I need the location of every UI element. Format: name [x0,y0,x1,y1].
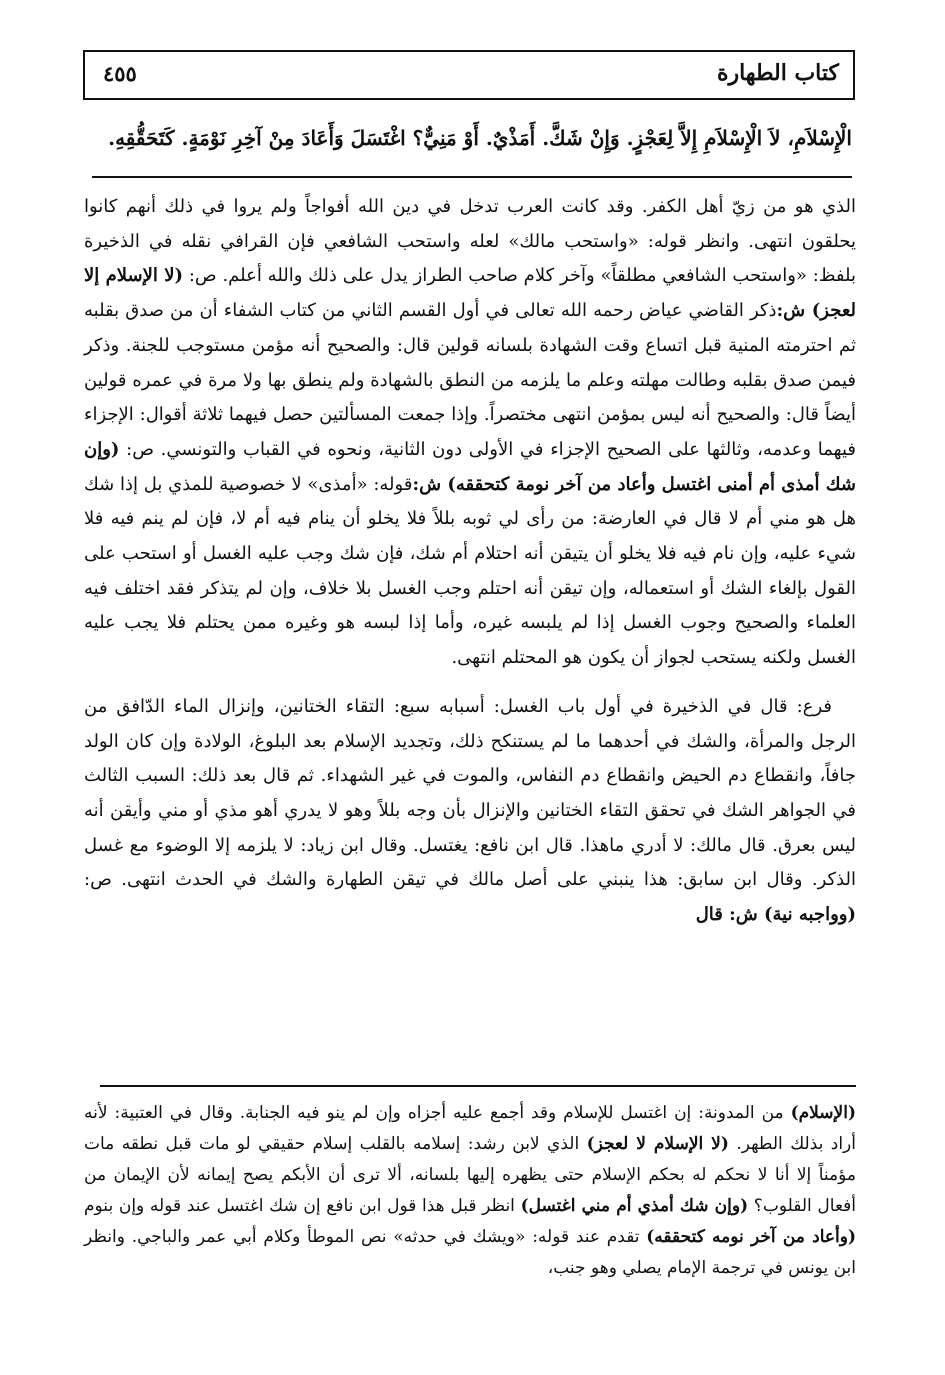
quoted-matn: (وواجبه نية) ش: قال [695,904,856,926]
running-header [83,50,855,100]
quoted-matn: (وأعاد من آخر نومه كتحققه) [646,1227,856,1247]
main-matn-text: الْإِسْلاَمِ، لاَ الْإِسْلاَمِ إِلاَّ لِعَجْزٍ. وَإِنْ شَكَّ. أَمَذْيٌ. أَوْ مَنِيٌّ؟ اغْتَسَلَ وَأَعَادَ مِنْ آخِرِ نَوْمَةٍ. كَتَحَقُّقِهِ. [108,126,852,150]
quoted-matn: (الإسلام) [790,1103,856,1123]
chapter-title: كتاب الطهارة [716,60,839,86]
footnotes-text: (الإسلام) من المدونة: إن اغتسل للإسلام وقد أجمع عليه أجزاه وإن لم ينو فيه الجنابة. وقال في العتبية: لأنه أراد بذلك الطهر. (لا الإسلام لا لعجز) الذي لابن رشد: إسلامه بالقلب إسلام حقيقي لو مات قبل نطقه مات مؤمناً إلا أنا لا نحكم له بحكم الإسلام حتى يظهره إليها بلسانه، ألا ترى أن الأبكم يصح إيمانه لأن الإيمان من أفعال القلوب؟ (وإن شك أمذي أم مني اغتسل) انظر قبل هذا قول ابن نافع إن شك اغتسل عند قوله وإن بنوم (وأعاد من آخر نومه كتحققه) تقدم عند قوله: «ويشك في حدثه» نص الموطأ وكلام أبي عمر والباجي. وانظر ابن يونس في ترجمة الإمام يصلي وهو جنب، [84,1103,856,1278]
quoted-matn: (وإن شك أمذى أم أمنى اغتسل وأعاد من آخر نومة كتحققه) ش: [84,438,856,495]
commentary-paragraph: فرع: قال في الذخيرة في أول باب الغسل: أسبابه سبع: التقاء الختانين، وإنزال الماء الدّافق من الرجل والمرأة، والشك في أحدهما ما لم يستنكح ذلك، وتجديد الإسلام بعد البلوغ، الولادة وإن كان الولد جافاً، وانقطاع دم الحيض وانقطاع دم النفاس، والموت في غير الشهداء. ثم قال بعد ذلك: السبب الثالث في الجواهر الشك في تحقق التقاء الختانين والإنزال بأن وجه بللاً وهو لا يدري أهو مذي أو مني وأيقن أنه ليس بعرق. قال مالك: لا أدري ماهذا. قال ابن نافع: يغتسل. وقال ابن زياد: لا يلزمه إلا الوضوء مع غسل الذكر. وقال ابن سابق: هذا ينبني على أصل مالك في تيقن الطهارة والشك في الحدث انتهى. ص: (وواجبه نية) ش: قال [84,695,856,926]
quoted-matn: (لا الإسلام إلا لعجز) ش: [84,265,856,322]
footnote-separator [100,1085,856,1087]
page-number: ٤٥٥ [103,61,137,86]
commentary-paragraph: الذي هو من زيّ أهل الكفر. وقد كانت العرب تدخل في دين الله أفواجاً ولم يروا في ذلك أنهم كانوا يحلقون انتهى. وانظر قوله: «واستحب مالك» لعله واستحب الشافعي فإن القرافي نقله في الذخيرة بلفظ: «واستحب الشافعي مطلقاً» وآخر كلام صاحب الطراز يدل على ذلك والله أعلم. ص: (لا الإسلام إلا لعجز) ش:ذكر القاضي عياض رحمه الله تعالى في أول القسم الثاني من كتاب الشفاء أن من صدق بقلبه ثم احترمته المنية قبل اتساع وقت الشهادة بلسانه قولين قال: والصحيح أنه مؤمن مستوجب للجنة. وذكر فيمن صدق بقلبه وطالت مهلته وعلم ما يلزمه من النطق بالشهادة ولم ينطق بها ولا مرة في عمره قولين أيضاً قال: والصحيح أنه ليس بمؤمن انتهى مختصراً. وإذا جمعت المسألتين حصل فيهما ثلاثة أقوال: الإجزاء فيهما وعدمه، وثالثها على الصحيح الإجزاء في الأولى دون الثانية، ونحوه في القباب والتونسي. ص: (وإن شك أمذى أم أمنى اغتسل وأعاد من آخر نومة كتحققه) ش:قوله: «أمذى» لا خصوصية للمذي بل إذا شك هل هو مني أم لا قال في العارضة: من رأى لي ثوبه بللاً فلا يخلو أن ينام فيه أم لا، فإن لم ينم فيه فلا شيء عليه، وإن نام فيه فلا يخلو أن يتيقن أنه احتلام أم شك، فإن شك وجب عليه الغسل أو استحب على القول بإلغاء الشك أو استعماله، وإن تيقن أنه احتلم وجب الغسل بلا خلاف، وإن لم يتذكر فقد اختلف فيه العلماء والصحيح وجوب الغسل إذا لم يلبسه غيره، وأما إذا لبسه هو وغيره ممن يحتلم فلا يجب عليه الغسل ولكنه يستحب لجواز أن يكون هو المحتلم انتهى. [84,196,856,669]
separator-rule [92,176,852,178]
quoted-matn: (وإن شك أمذي أم مني اغتسل) [520,1196,749,1216]
commentary-text [84,190,856,933]
quoted-matn: (لا الإسلام لا لعجز) [586,1134,729,1154]
